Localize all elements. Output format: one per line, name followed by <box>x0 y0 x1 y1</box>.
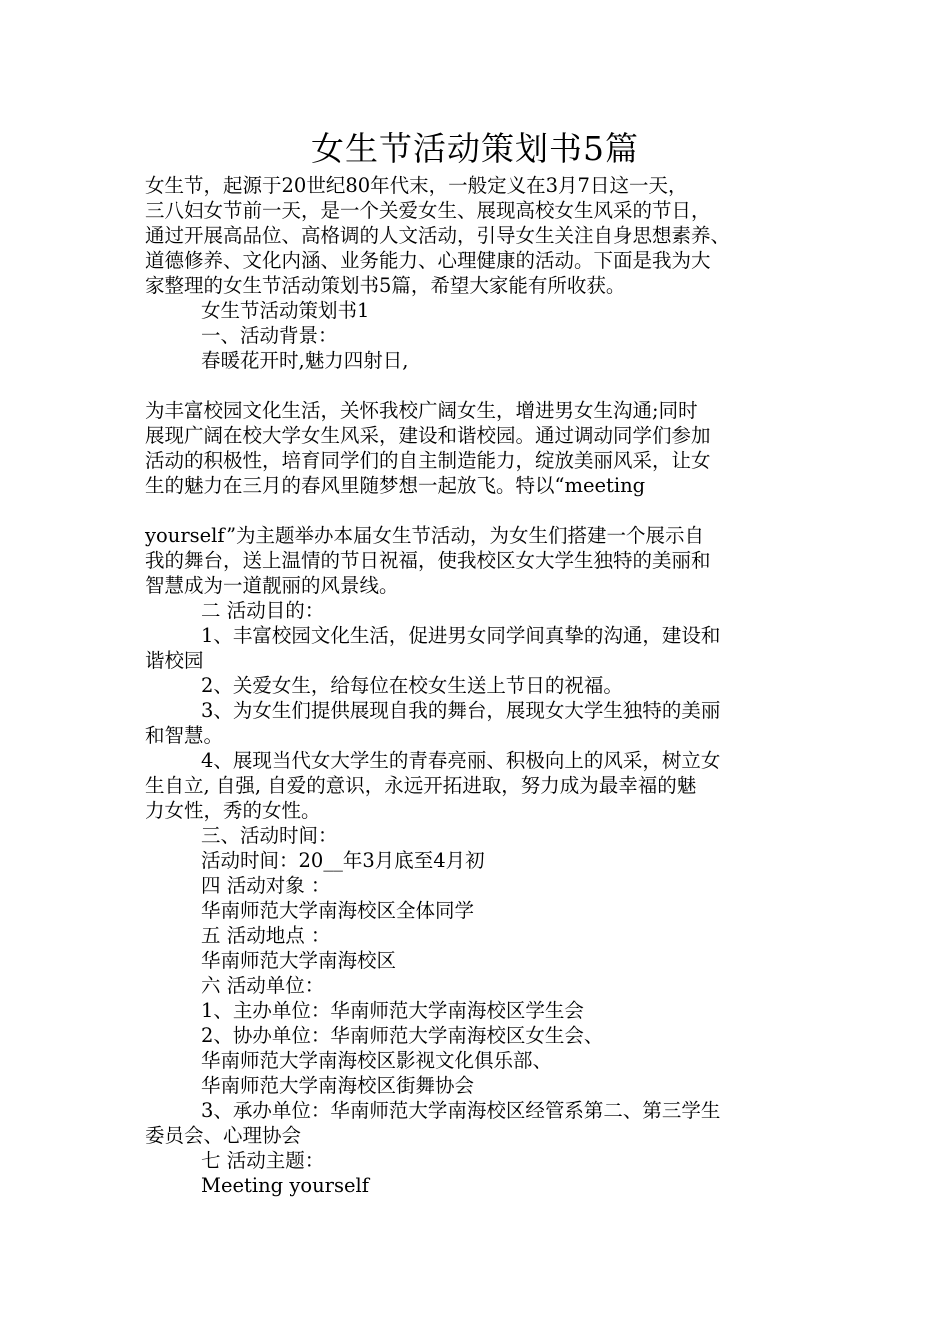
document-title: 女生节活动策划书5篇 <box>311 129 639 168</box>
paragraph-line: yourself”为主题举办本届女生节活动，为女生们搭建一个展示自 <box>145 524 705 547</box>
list-item-continuation: 委员会、心理协会 <box>145 1124 302 1147</box>
paragraph-line: Meeting yourself <box>201 1174 369 1197</box>
section-heading: 一、活动背景： <box>201 324 338 347</box>
list-item: 4、展现当代女大学生的青春亮丽、积极向上的风采，树立女 <box>201 749 721 772</box>
section-heading: 二 活动目的： <box>201 599 325 622</box>
blank-line <box>145 498 815 523</box>
paragraph-line: 华南师范大学南海校区街舞协会 <box>201 1074 475 1097</box>
paragraph-line: 活动时间：20__年3月底至4月初 <box>201 849 485 872</box>
paragraph-line: 活动的积极性，培育同学们的自主制造能力，绽放美丽风采，让女 <box>145 449 711 472</box>
list-item: 3、承办单位：华南师范大学南海校区经管系第二、第三学生 <box>201 1099 721 1122</box>
plan-heading: 女生节活动策划书1 <box>201 299 370 322</box>
paragraph-line: 智慧成为一道靓丽的风景线。 <box>145 574 399 597</box>
paragraph-line: 华南师范大学南海校区影视文化俱乐部、 <box>201 1049 553 1072</box>
intro-line: 道德修养、文化内涵、业务能力、心理健康的活动。下面是我为大 <box>145 249 711 272</box>
document-body <box>145 173 815 1198</box>
paragraph-line: 春暖花开时,魅力四射日, <box>201 349 409 372</box>
intro-line: 家整理的女生节活动策划书5篇，希望大家能有所收获。 <box>145 274 626 297</box>
list-item: 1、主办单位：华南师范大学南海校区学生会 <box>201 999 584 1022</box>
list-item: 2、协办单位：华南师范大学南海校区女生会、 <box>201 1024 604 1047</box>
section-heading: 六 活动单位： <box>201 974 325 997</box>
list-item-continuation: 和智慧。 <box>145 724 224 747</box>
intro-line: 三八妇女节前一天，是一个关爱女生、展现高校女生风采的节日， <box>145 199 711 222</box>
section-heading: 四 活动对象 ： <box>201 874 331 897</box>
section-heading: 七 活动主题： <box>201 1149 325 1172</box>
paragraph-line: 我的舞台，送上温情的节日祝福，使我校区女大学生独特的美丽和 <box>145 549 711 572</box>
paragraph-line: 展现广阔在校大学女生风采，建设和谐校园。通过调动同学们参加 <box>145 424 711 447</box>
list-item: 1、丰富校园文化生活，促进男女同学间真挚的沟通，建设和 <box>201 624 721 647</box>
paragraph-line: 生的魅力在三月的春风里随梦想一起放飞。特以“meeting <box>145 474 646 497</box>
list-item-continuation: 生自立, 自强, 自爱的意识，永远开拓进取，努力成为最幸福的魅 <box>145 774 697 797</box>
paragraph-line: 为丰富校园文化生活，关怀我校广阔女生，增进男女生沟通;同时 <box>145 399 698 422</box>
intro-line: 女生节，起源于20世纪80年代末，一般定义在3月7日这一天， <box>145 174 688 197</box>
paragraph-line: 华南师范大学南海校区全体同学 <box>201 899 475 922</box>
list-item-continuation: 力女性，秀的女性。 <box>145 799 321 822</box>
section-heading: 五 活动地点 ： <box>201 924 331 947</box>
paragraph-line: 华南师范大学南海校区 <box>201 949 397 972</box>
list-item: 2、关爱女生，给每位在校女生送上节日的祝福。 <box>201 674 623 697</box>
list-item-continuation: 谐校园 <box>145 649 204 672</box>
list-item: 3、为女生们提供展现自我的舞台，展现女大学生独特的美丽 <box>201 699 721 722</box>
blank-line <box>145 373 815 398</box>
section-heading: 三、活动时间： <box>201 824 338 847</box>
intro-line: 通过开展高品位、高格调的人文活动，引导女生关注自身思想素养、 <box>145 224 731 247</box>
